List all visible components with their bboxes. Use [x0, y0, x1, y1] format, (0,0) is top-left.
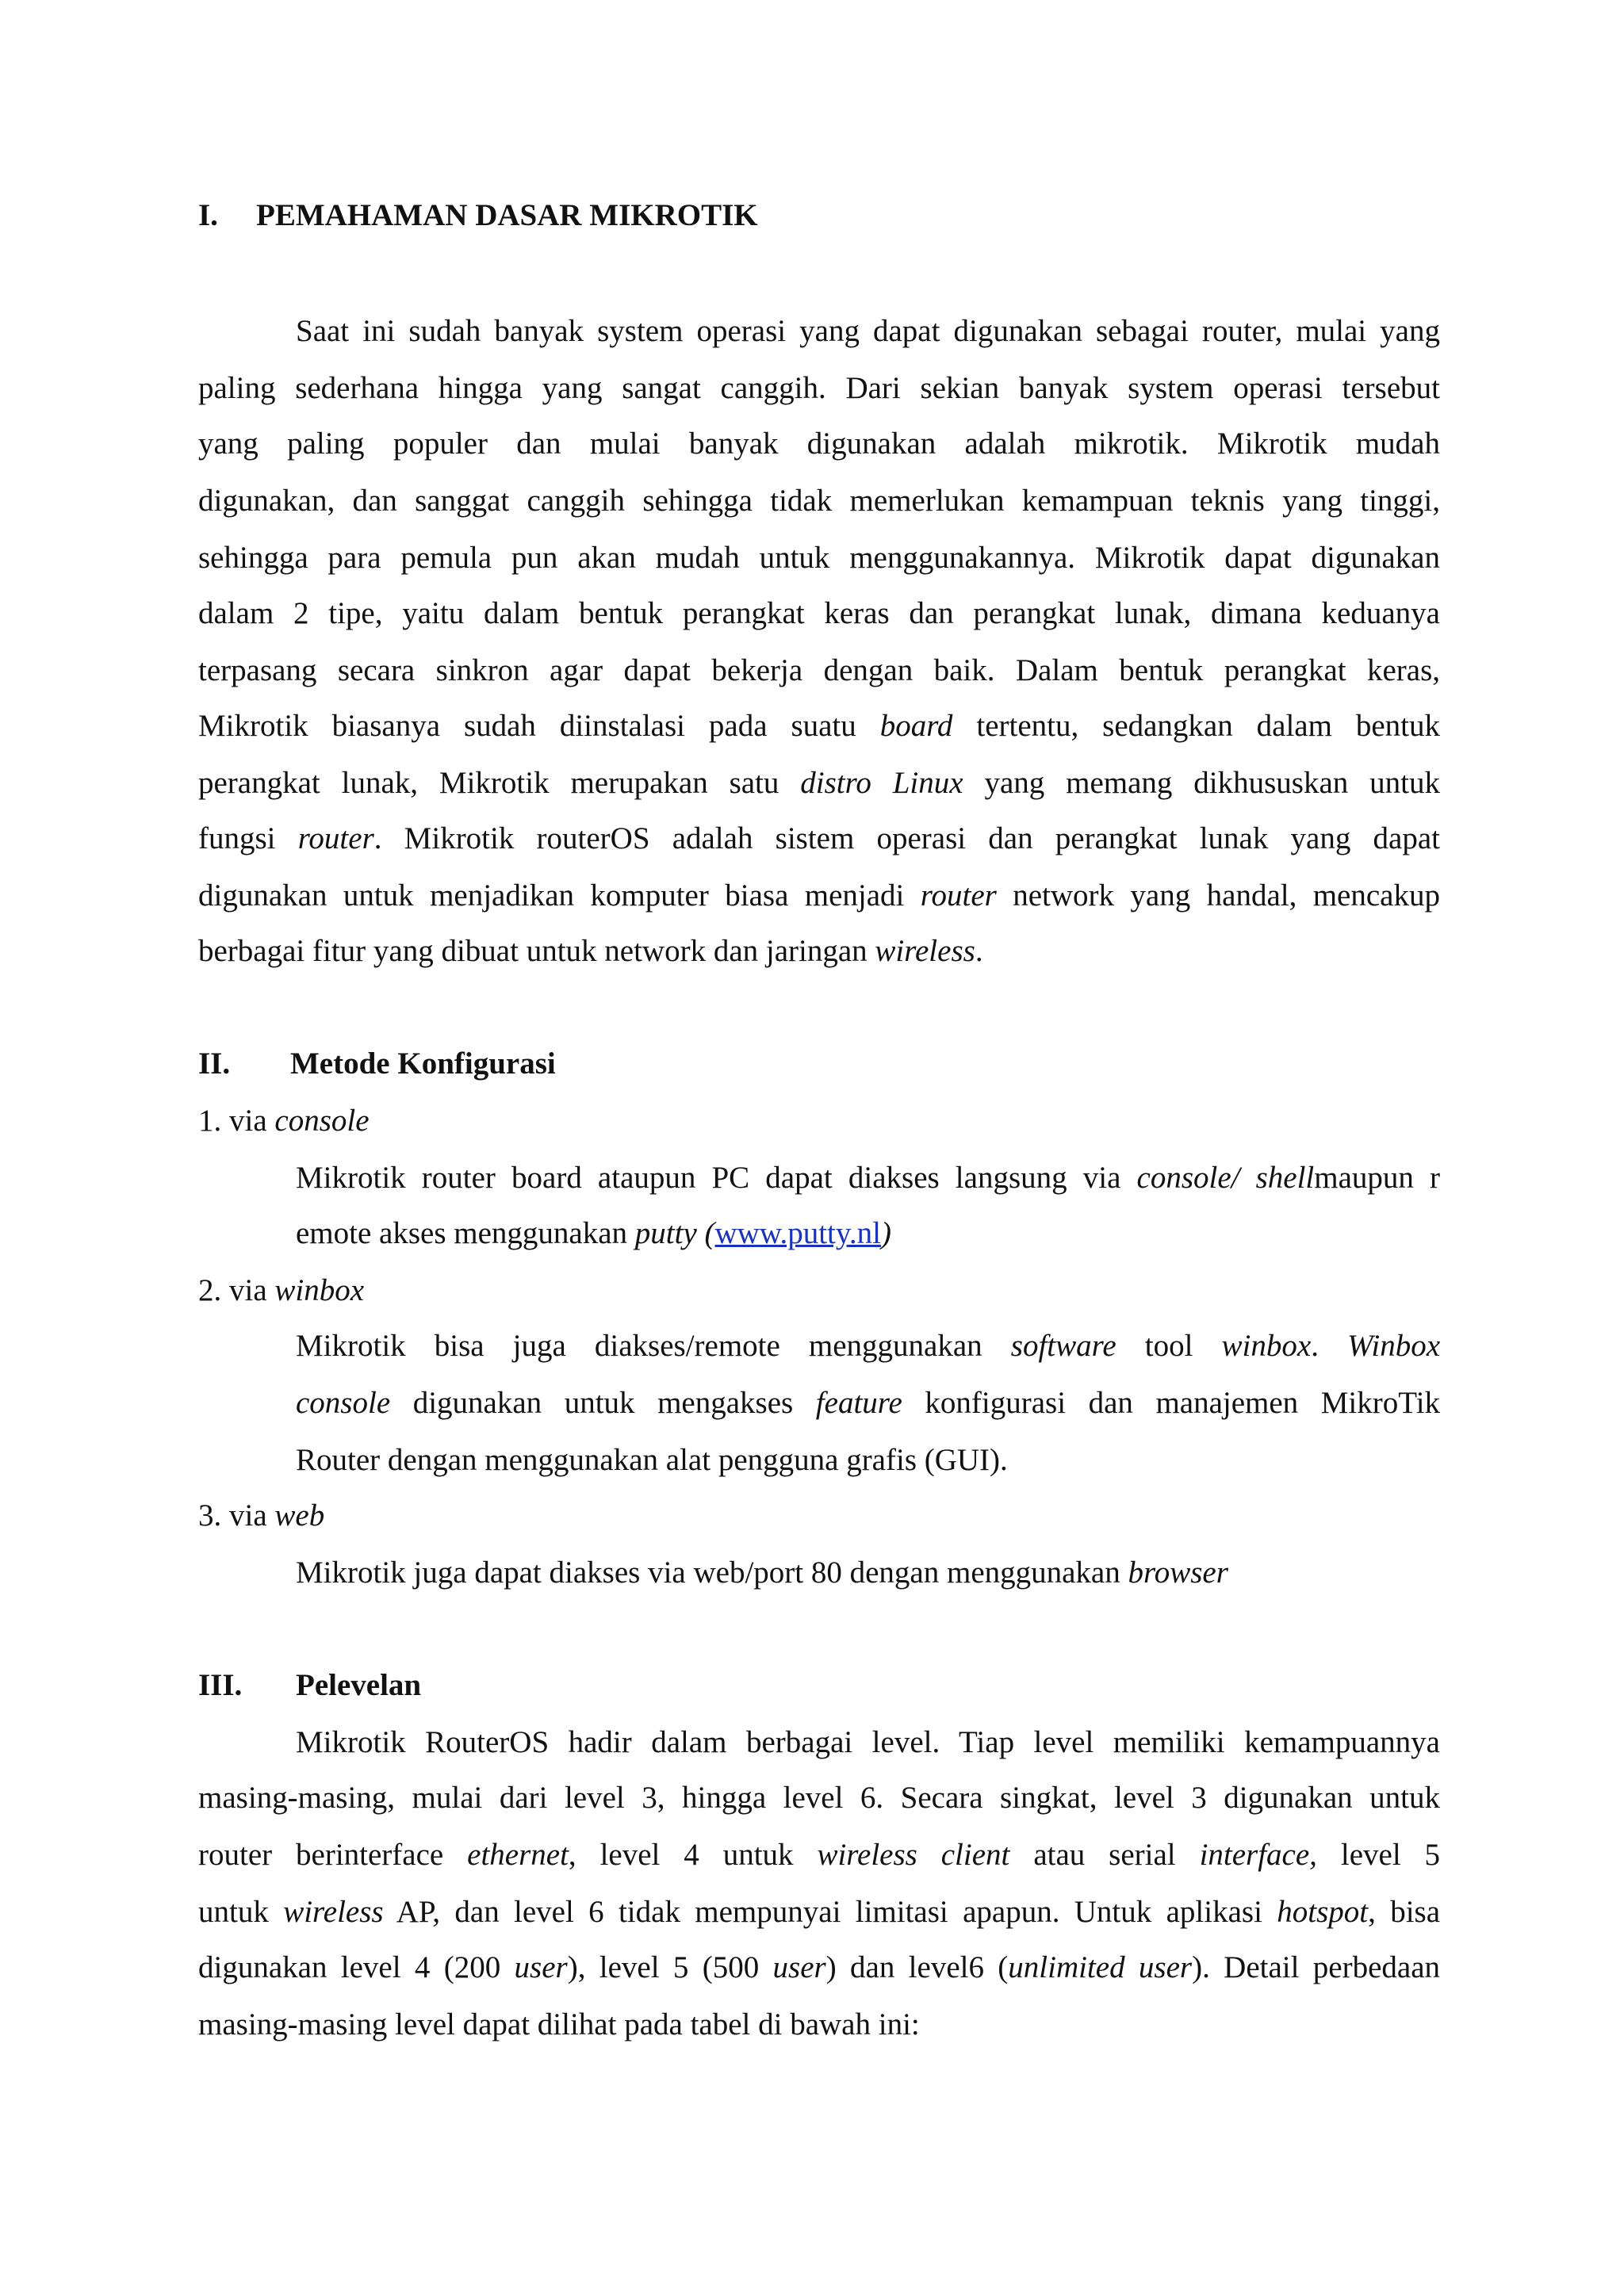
text-run: Mikrotik biasanya sudah diinstalasi pada suatu: [198, 709, 856, 743]
text-run: Mikrotik router board ataupun PC dapat diakses langsung via: [296, 1161, 1121, 1195]
text-run: digunakan level 4 (200: [198, 1950, 501, 1984]
text-run: yang memang dikhususkan untuk: [984, 766, 1440, 800]
paragraph-line: [198, 1893, 1440, 1931]
section-number: II.: [198, 1047, 231, 1081]
list-item-line: [296, 1159, 1440, 1197]
text-run: network yang handal, mencakup: [1013, 878, 1440, 913]
text-run: router berinterface: [198, 1838, 444, 1872]
text-run: untuk: [198, 1895, 269, 1929]
italic-term: putty: [634, 1216, 697, 1250]
italic-term: Winbox: [1347, 1329, 1441, 1363]
text-run: Mikrotik bisa juga diakses/remote menggunakan: [296, 1329, 982, 1363]
list-item-line: [296, 1215, 891, 1253]
list-item-label: [198, 1497, 324, 1535]
text-run: ). Detail perbedaan: [1192, 1950, 1441, 1984]
text-run: 3. via: [198, 1498, 267, 1533]
italic-term: console/ shell: [1136, 1161, 1315, 1195]
italic-term: console: [274, 1104, 370, 1138]
text-run: digunakan untuk menjadikan komputer biasa menjadi: [198, 878, 905, 913]
text-run: konfigurasi dan manajemen MikroTik: [925, 1386, 1441, 1420]
section-title: PEMAHAMAN DASAR MIKROTIK: [256, 198, 758, 232]
italic-term: software: [1010, 1329, 1116, 1363]
italic-term: interface,: [1199, 1838, 1317, 1872]
text-run: fungsi: [198, 821, 276, 855]
text-run: berbagai fitur yang dibuat untuk network dan jaringan: [198, 934, 868, 968]
paragraph-line: [198, 1836, 1440, 1874]
italic-term: board: [879, 709, 953, 743]
text-run: . Mikrotik routerOS adalah sistem operasi dan perangkat lunak yang dapat: [373, 821, 1440, 855]
text-run: atau serial: [1033, 1838, 1176, 1872]
italic-term: wireless client: [817, 1838, 1010, 1872]
italic-term: ethernet: [467, 1838, 569, 1872]
italic-term: user: [772, 1950, 826, 1984]
text-run: AP, dan level 6 tidak mempunyai limitasi apapun. Untuk aplikasi: [396, 1895, 1262, 1929]
text-run: digunakan untuk mengakses: [412, 1386, 794, 1420]
section-heading: [198, 1045, 556, 1083]
paragraph-line: digunakan, dan sanggat canggih sehingga tidak memerlukan kemampuan teknis yang tinggi,: [198, 484, 1440, 518]
paragraph-line: [198, 1949, 1440, 1987]
italic-term: wireless: [875, 934, 975, 968]
paragraph-line: dalam 2 tipe, yaitu dalam bentuk perangkat keras dan perangkat lunak, dimana keduanya: [198, 596, 1440, 630]
italic-term: unlimited user: [1008, 1950, 1193, 1984]
italic-term: router: [920, 878, 997, 913]
italic-term: feature: [815, 1386, 902, 1420]
text-run: level 5: [1340, 1838, 1441, 1872]
text-run: maupun r: [1314, 1161, 1441, 1195]
italic-term: winbox: [274, 1273, 365, 1307]
italic-term: web: [274, 1498, 325, 1533]
paragraph-line: [198, 877, 1440, 915]
italic-term: hotspot: [1277, 1895, 1369, 1929]
list-item-label: [198, 1102, 370, 1140]
paragraph-line: Saat ini sudah banyak system operasi yang dapat digunakan sebagai router, mulai yang: [296, 314, 1440, 348]
paragraph-line: terpasang secara sinkron agar dapat bekerja dengan baik. Dalam bentuk perangkat keras,: [198, 653, 1440, 687]
section-number: I.: [198, 198, 218, 232]
text-run: emote akses menggunakan: [296, 1216, 628, 1250]
text-run: , bisa: [1368, 1895, 1441, 1929]
text-run: (: [704, 1216, 715, 1250]
text-run: 2. via: [198, 1273, 267, 1307]
paragraph-line: yang paling populer dan mulai banyak digunakan adalah mikrotik. Mikrotik mudah: [198, 427, 1440, 461]
italic-term: user: [514, 1950, 568, 1984]
list-item-line: [296, 1384, 1440, 1422]
text-run: perangkat lunak, Mikrotik merupakan satu: [198, 766, 779, 800]
section-title: Pelevelan: [296, 1668, 422, 1702]
paragraph-line: [198, 932, 983, 970]
italic-term: router: [297, 821, 374, 855]
paragraph-line: [198, 764, 1440, 802]
text-run: .: [975, 934, 983, 968]
section-title: Metode Konfigurasi: [290, 1047, 556, 1081]
italic-term: winbox: [1221, 1329, 1312, 1363]
section-heading: [198, 197, 758, 235]
text-run: tool: [1144, 1329, 1193, 1363]
text-run: tertentu, sedangkan dalam bentuk: [976, 709, 1441, 743]
paragraph-line: paling sederhana hingga yang sangat canggih. Dari sekian banyak system operasi tersebut: [198, 371, 1440, 405]
list-item-line: Router dengan menggunakan alat pengguna grafis (GUI).: [296, 1443, 1008, 1477]
paragraph-line: masing-masing, mulai dari level 3, hingga level 6. Secara singkat, level 3 digunakan untuk: [198, 1781, 1440, 1815]
paragraph-line: sehingga para pemula pun akan mudah untuk menggunakannya. Mikrotik dapat digunakan: [198, 541, 1440, 575]
section-number: III.: [198, 1668, 243, 1702]
text-run: .: [1311, 1329, 1319, 1363]
italic-term: distro Linux: [800, 766, 963, 800]
text-run: , level 4 untuk: [568, 1838, 794, 1872]
italic-term: console: [296, 1386, 391, 1420]
list-item-line: [296, 1554, 1228, 1592]
text-run: 1. via: [198, 1104, 267, 1138]
text-run: ): [880, 1216, 891, 1250]
list-item-line: [296, 1327, 1440, 1365]
text-run: Mikrotik juga dapat diakses via web/port 80 dengan menggunakan: [296, 1556, 1120, 1590]
text-run: ), level 5 (500: [567, 1950, 760, 1984]
list-item-label: [198, 1272, 364, 1310]
paragraph-line: [198, 820, 1440, 858]
italic-term: wireless: [283, 1895, 384, 1929]
paragraph-line: masing-masing level dapat dilihat pada tabel di bawah ini:: [198, 2007, 920, 2042]
text-run: ) dan level6 (: [825, 1950, 1009, 1984]
section-heading: [198, 1667, 421, 1705]
paragraph-line: Mikrotik RouterOS hadir dalam berbagai level. Tiap level memiliki kemampuannya: [296, 1725, 1440, 1759]
italic-term: browser: [1128, 1556, 1228, 1590]
putty-link[interactable]: www.putty.nl: [714, 1216, 881, 1250]
paragraph-line: [198, 707, 1440, 745]
